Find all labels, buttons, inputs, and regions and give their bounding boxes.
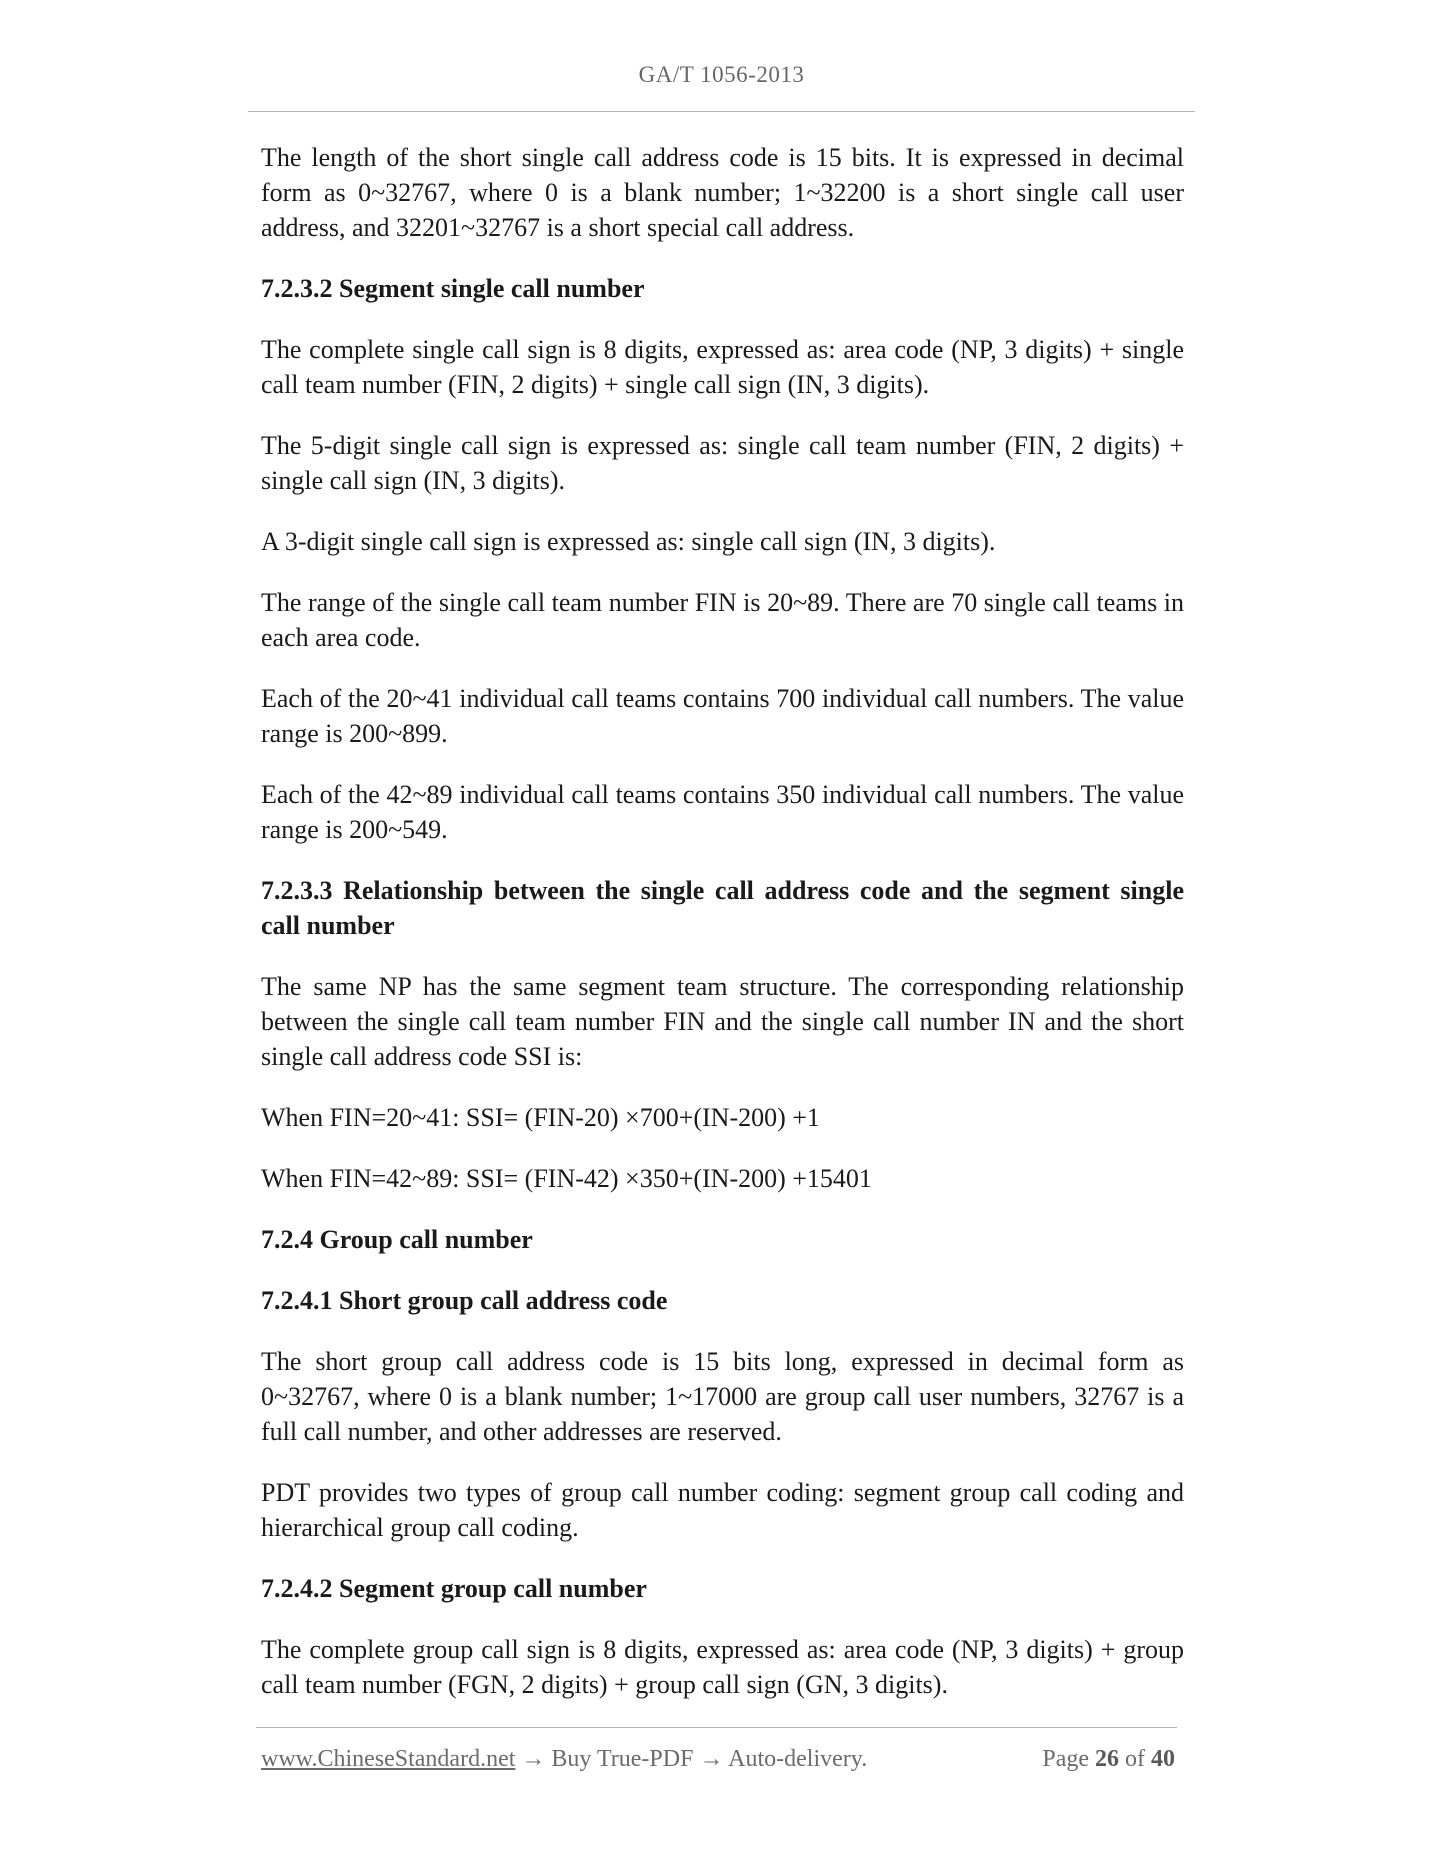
paragraph-3-digit-call-sign: A 3-digit single call sign is expressed as: single call sign (IN, 3 digits). xyxy=(261,527,996,556)
paragraph-5-digit-call-sign: The 5-digit single call sign is expressed as: single call team number (FIN, 2 digits) + single call sign (IN, 3 digits). xyxy=(261,431,1184,495)
auto-delivery-text: Auto-delivery. xyxy=(728,1746,868,1772)
header-divider xyxy=(248,111,1195,112)
heading-7-2-3-3: 7.2.3.3 Relationship between the single call address code and the segment single call number xyxy=(261,876,1184,940)
buy-true-pdf-text: Buy True-PDF xyxy=(551,1746,694,1772)
paragraph-teams-20-41: Each of the 20~41 individual call teams contains 700 individual call numbers. The value range is 200~899. xyxy=(261,684,1184,748)
footer-divider xyxy=(256,1727,1177,1728)
of-label: of xyxy=(1125,1746,1145,1772)
footer-left xyxy=(261,1746,867,1773)
website-link[interactable]: www.ChineseStandard.net xyxy=(261,1746,516,1772)
page-total: 40 xyxy=(1151,1746,1175,1772)
formula-fin-42-89: When FIN=42~89: SSI= (FIN-42) ×350+(IN-200) +15401 xyxy=(261,1164,872,1193)
heading-7-2-4-2: 7.2.4.2 Segment group call number xyxy=(261,1574,647,1603)
paragraph-pdt-coding-types: PDT provides two types of group call number coding: segment group call coding and hierarchical group call coding. xyxy=(261,1478,1184,1542)
heading-7-2-4-1: 7.2.4.1 Short group call address code xyxy=(261,1286,668,1315)
arrow-right-icon: → xyxy=(521,1746,546,1772)
heading-7-2-3-2: 7.2.3.2 Segment single call number xyxy=(261,274,645,303)
page-number xyxy=(1042,1746,1175,1773)
paragraph-short-group-call-code: The short group call address code is 15 bits long, expressed in decimal form as 0~32767, where 0 is a blank number; 1~17000 are group call user numbers, 32767 is a full call number, and other addresses are reserved. xyxy=(261,1347,1184,1446)
paragraph-complete-group-call-sign: The complete group call sign is 8 digits, expressed as: area code (NP, 3 digits) + group call team number (FGN, 2 digits) + group call sign (GN, 3 digits). xyxy=(261,1635,1184,1699)
page-current: 26 xyxy=(1095,1746,1119,1772)
page-footer xyxy=(261,1746,1175,1773)
arrow-right-icon: → xyxy=(699,1746,724,1772)
paragraph-complete-single-call-sign: The complete single call sign is 8 digits, expressed as: area code (NP, 3 digits) + single call team number (FIN, 2 digits) + single call sign (IN, 3 digits). xyxy=(261,335,1184,399)
paragraph-short-single-call-code: The length of the short single call address code is 15 bits. It is expressed in decimal form as 0~32767, where 0 is a blank number; 1~32200 is a short single call user address, and 32201~32767 is a short special call address. xyxy=(261,143,1184,242)
document-body xyxy=(261,140,1184,1728)
paragraph-np-relationship: The same NP has the same segment team structure. The corresponding relationship between the single call team number FIN and the single call number IN and the short single call address code SSI is: xyxy=(261,972,1184,1071)
formula-fin-20-41: When FIN=20~41: SSI= (FIN-20) ×700+(IN-200) +1 xyxy=(261,1103,820,1132)
paragraph-teams-42-89: Each of the 42~89 individual call teams contains 350 individual call numbers. The value range is 200~549. xyxy=(261,780,1184,844)
paragraph-fin-range: The range of the single call team number FIN is 20~89. There are 70 single call teams in each area code. xyxy=(261,588,1184,652)
page-header-title: GA/T 1056-2013 xyxy=(638,62,805,87)
page-label: Page xyxy=(1042,1746,1089,1772)
heading-7-2-4: 7.2.4 Group call number xyxy=(261,1225,533,1254)
